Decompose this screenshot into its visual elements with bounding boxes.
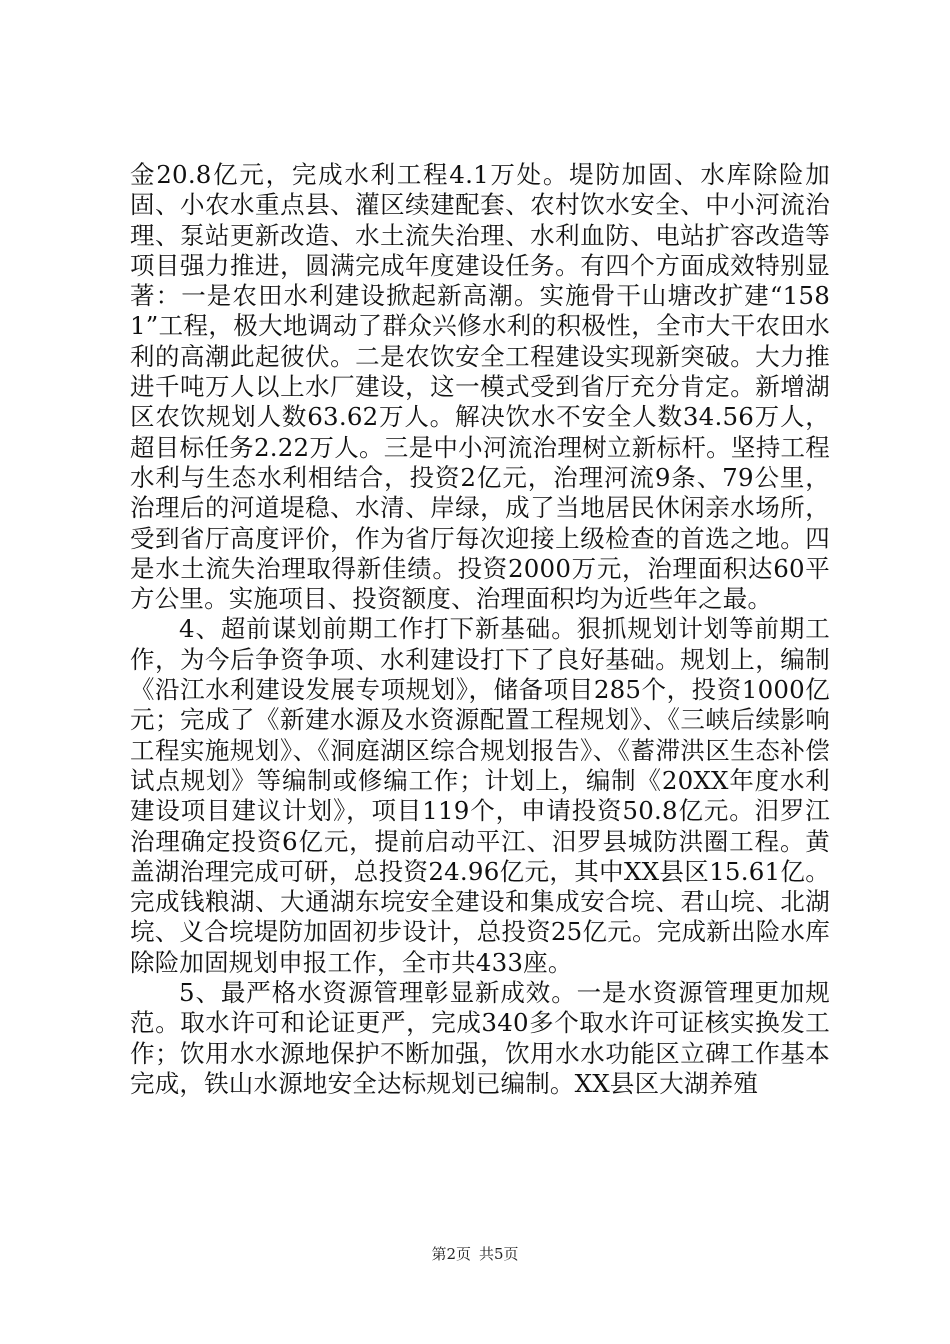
paragraph-water-resource-management: 5、最严格水资源管理彰显新成效。一是水资源管理更加规范。取水许可和论证更严，完成340多个取水许可证核实换发工作；饮用水水源地保护不断加强，饮用水水功能区立碑工作基本完成，铁山水源地安全达标规划已编制。XX县区大湖养殖 [130, 978, 830, 1098]
page-total: 共5页 [479, 1245, 519, 1263]
paragraph-preliminary-planning: 4、超前谋划前期工作打下新基础。狠抓规划计划等前期工作，为今后争资争项、水利建设打下了良好基础。规划上，编制《沿江水利建设发展专项规划》，储备项目285个，投资1000亿元；完成了《新建水源及水资源配置工程规划》、《三峡后续影响工程实施规划》、《洞庭湖区综合规划报告》、《蓄滞洪区生态补偿试点规划》等编制或修编工作；计划上，编制《20XX年度水利建设项目建议计划》，项目119个，申请投资50.8亿元。汨罗江治理确定投资6亿元，提前启动平江、汨罗县城防洪圈工程。黄盖湖治理完成可研，总投资24.96亿元，其中XX县区15.61亿。完成钱粮湖、大通湖东垸安全建设和集成安合垸、君山垸、北湖垸、义合垸堤防加固初步设计，总投资25亿元。完成新出险水库除险加固规划申报工作，全市共433座。 [130, 614, 830, 977]
body-text [130, 160, 830, 1099]
page-footer [0, 1244, 950, 1264]
page-number: 第2页 [431, 1245, 471, 1263]
paragraph-water-projects: 金20.8亿元，完成水利工程4.1万处。堤防加固、水库除险加固、小农水重点县、灌区续建配套、农村饮水安全、中小河流治理、泵站更新改造、水土流失治理、水利血防、电站扩容改造等项目强力推进，圆满完成年度建设任务。有四个方面成效特别显著：一是农田水利建设掀起新高潮。实施骨干山塘改扩建“1581”工程，极大地调动了群众兴修水利的积极性，全市大干农田水利的高潮此起彼伏。二是农饮安全工程建设实现新突破。大力推进千吨万人以上水厂建设，这一模式受到省厅充分肯定。新增湖区农饮规划人数63.62万人。解决饮水不安全人数34.56万人，超目标任务2.22万人。三是中小河流治理树立新标杆。坚持工程水利与生态水利相结合，投资2亿元，治理河流9条、79公里，治理后的河道堤稳、水清、岸绿，成了当地居民休闲亲水场所，受到省厅高度评价，作为省厅每次迎接上级检查的首选之地。四是水土流失治理取得新佳绩。投资2000万元，治理面积达60平方公里。实施项目、投资额度、治理面积均为近些年之最。 [130, 160, 830, 614]
